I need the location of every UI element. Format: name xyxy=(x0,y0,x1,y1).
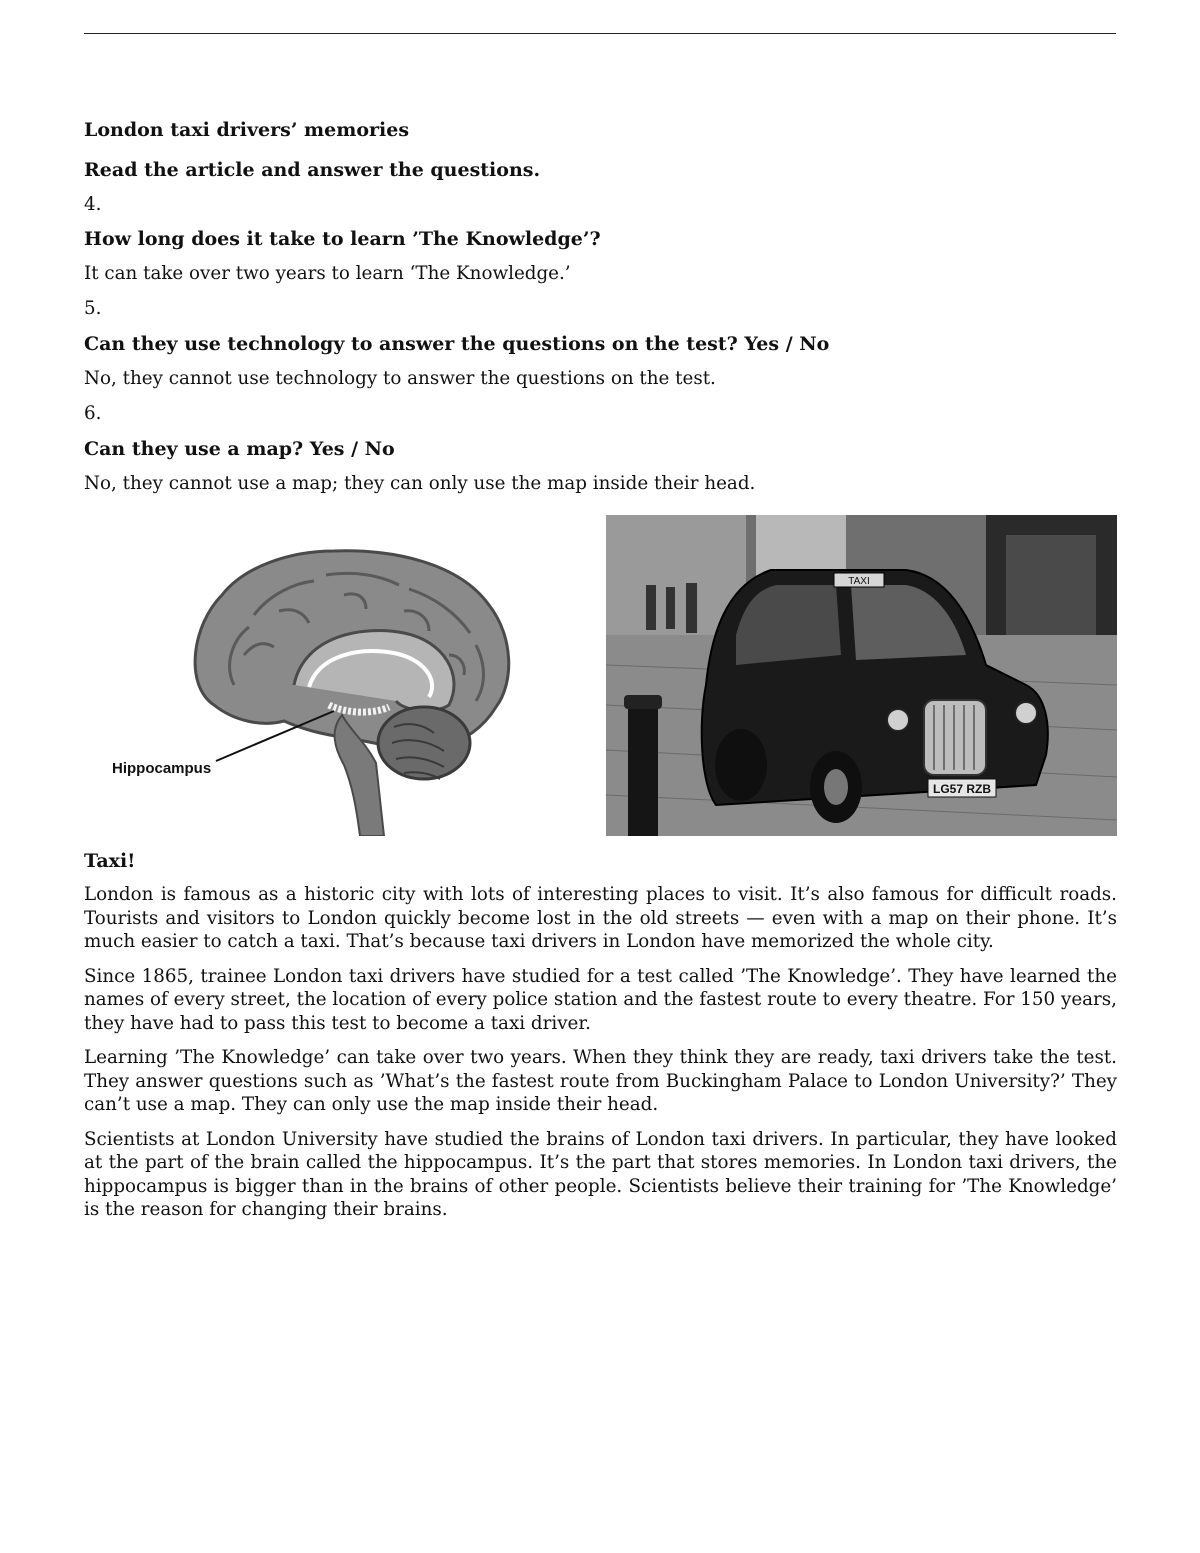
plate-text: LG57 RZB xyxy=(932,782,992,796)
question-number: 4. xyxy=(84,194,102,215)
worksheet-title: London taxi drivers’ memories xyxy=(84,119,410,141)
question-number: 5. xyxy=(84,298,102,319)
top-rule xyxy=(84,33,1116,34)
article-paragraph: Scientists at London University have studied the brains of London taxi drivers. In particular, they have looked at the part of the brain called the hippocampus. It’s the part that stores memories. In London taxi drivers, the hippocampus is bigger than in the brains of other people. Scientists believe their training for ’The Knowledge’ is the reason for changing their brains. xyxy=(84,1128,1117,1220)
taxi-illustration xyxy=(606,515,1117,836)
worksheet-questions xyxy=(84,118,1117,496)
answer-text: No, they cannot use technology to answer the questions on the test. xyxy=(84,368,716,389)
question-number: 6. xyxy=(84,403,102,424)
wheel-rear xyxy=(715,729,767,801)
article-paragraph: London is famous as a historic city with lots of interesting places to visit. It’s also famous for difficult roads. Tourists and visitors to London quickly become lost in the old streets — even with a map on their phone. It’s much easier to catch a taxi. That’s because taxi drivers in London have memorized the whole city. xyxy=(84,884,1117,952)
question-text: Can they use technology to answer the questions on the test? Yes / No xyxy=(84,333,830,355)
headlight-left xyxy=(887,709,909,731)
paragraph-gap xyxy=(84,954,1117,965)
brain-illustration xyxy=(104,515,574,836)
answer-text: It can take over two years to learn ‘The Knowledge.’ xyxy=(84,263,571,284)
article xyxy=(84,849,1117,1222)
pedestrians xyxy=(646,583,697,633)
question-text: How long does it take to learn ’The Knowledge’? xyxy=(84,228,601,250)
bollard xyxy=(628,700,658,836)
taxi-sign-text: TAXI xyxy=(848,576,870,587)
paragraph-gap xyxy=(84,1117,1117,1128)
article-paragraph: Learning ’The Knowledge’ can take over two years. When they think they are ready, taxi drivers take the test. They answer questions such as ’What’s the fastest route from Buckingham Palace to London University?’ They can’t use a map. They can only use the map inside their head. xyxy=(84,1047,1117,1115)
article-title: Taxi! xyxy=(84,850,136,872)
question-text: Can they use a map? Yes / No xyxy=(84,438,395,460)
bollard-cap xyxy=(624,695,662,709)
figures-row xyxy=(84,515,1117,836)
taxi-photo xyxy=(606,515,1117,836)
brain-diagram xyxy=(104,515,574,836)
headlight-right xyxy=(1015,702,1037,724)
hubcap-front xyxy=(824,769,848,805)
hippocampus-label: Hippocampus xyxy=(112,760,212,777)
instruction: Read the article and answer the questions. xyxy=(84,159,541,181)
article-paragraph: Since 1865, trainee London taxi drivers have studied for a test called ’The Knowledge’. They have learned the names of every street, the location of every police station and the fastest route to every theatre. For 150 years, they have had to pass this test to become a taxi driver. xyxy=(84,965,1117,1034)
paragraph-gap xyxy=(84,1035,1117,1046)
answer-text: No, they cannot use a map; they can only use the map inside their head. xyxy=(84,473,756,494)
